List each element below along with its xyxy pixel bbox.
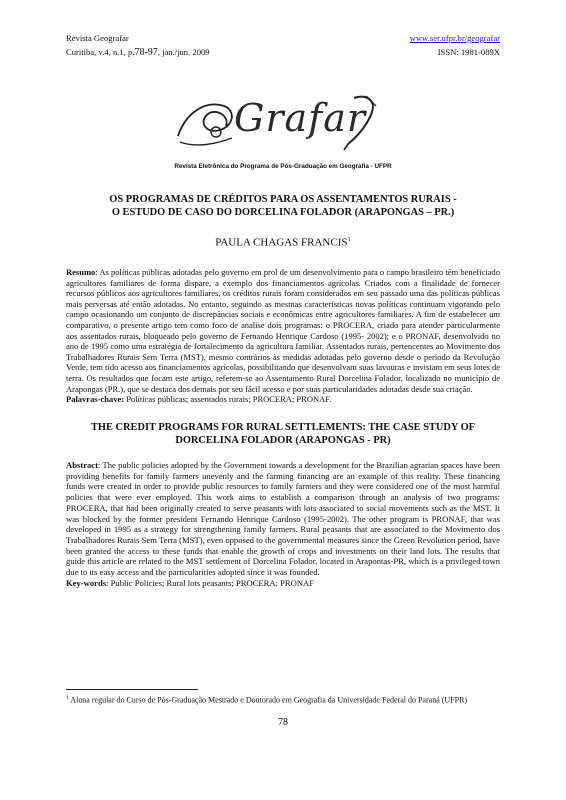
- footnote-mark: 1: [347, 236, 351, 243]
- footnote: $^1$ Aluna regular do Curso de Pós-Graduação Mestrado e Doutorado em Geografia da Universidade Federal do Paraná (UFPR): [66, 695, 468, 705]
- journal-subtitle: Revista Eletrônica do Programa de Pós-Graduação em Geografia - UFPR: [174, 163, 392, 170]
- palavras-chave-text: Políticas públicas; assentados rurais; PROCERA; PRONAF.: [124, 394, 332, 405]
- running-header: [66, 31, 500, 60]
- key-words-text: : Public Policies; Rural lots peasants; PROCERA; PRONAF: [106, 577, 315, 588]
- abstract-label: Abstract: [66, 460, 98, 470]
- geografar-logo: [176, 92, 390, 152]
- author-name: PAULA CHAGAS FRANCIS$^1$: [215, 236, 351, 249]
- resumo-label: Resumo: [66, 267, 96, 277]
- article-title-pt: OS PROGRAMAS DE CRÉDITOS PARA OS ASSENTAMENTOS RURAIS - O ESTUDO DE CASO DO DORCELINA FOLADOR (ARAPONGAS – PR.): [109, 194, 457, 218]
- issn: ISSN: 1981-089X: [437, 47, 500, 57]
- page-number: 78: [278, 717, 288, 728]
- footnote-divider: [66, 689, 198, 690]
- logo-wordmark: Grafar: [234, 96, 367, 140]
- article-title-en: THE CREDIT PROGRAMS FOR RURAL SETTLEMENTS: THE CASE STUDY OF DORCELINA FOLADOR (ARAPONGAS - PR): [90, 422, 476, 446]
- journal-url-link[interactable]: www.ser.ufpr.br/geografar: [409, 33, 500, 43]
- key-words-label: Key-words: [66, 577, 107, 588]
- abstract-text: : The public policies adopted by the Government towards a development for the Brazilian agrarian spaces have been providing benefits for family farmers unevenly and the farming financing are an example of this reality. These financing funds were created in order to provide public resources to family farmers and they were considered one of the most harmful policies that were ever employed. This work aims to establish a comparison through an analysis of two programs: PROCERA, that had been originally created to serve peasants with lots associated to social movements such as the MST. It was blocked by the former president Fernando Henrique Cardoso (1995-2002). The other program is PRONAF, that was developed in 1995 as a strategy for strengthening family farmers. Rural peasants that are associated to the Movimento dos Trabalhadores Rurais Sem Terra (MST), even opposed to the governmental measures since the Green Revolution period, have been granted the access to these funds that enable the growth of crops and investments on their land lots. The results that guide this article are related to the MST settlement of Dorcelina Folador, located in Arapontas-PR, which is a privileged town due to its easy access and the particularities adopted since it was founded.: [66, 460, 500, 578]
- resumo-text: : As políticas públicas adotadas pelo governo em prol de um desenvolvimento para o campo brasileiro têm beneficiado agricultores familiares de forma dispare, a exemplo dos financiamentos agrícolas. Criados com a finalidade de fornecer recursos públicos aos agricultores familiares, os créditos rurais foram considerados em seu passado uma das políticas públicas mais perversas até então adotadas. No entanto, seguindo as mesmas características novas políticas continuam vigorando pelo campo ocasionando um conjunto de discrepâncias sociais e econômicas entre agricultores familiares. A fim de estabelecer um comparativo, o presente artigo tem como foco de analise dois programas: o PROCERA, criado para atender particularmente aos assentados rurais, bloqueado pelo governo de Fernando Henrique Cardoso (1995- 2002); e o PRONAF, desenvolvido no ano de 1995 como uma estratégia de fortalecimento da agricultura familiar. Assentados rurais, pertencentes ao Movimento dos Trabalhadores Rurais Sem Terra (MST), mesmo contrários às medidas adotadas pelo governo desde o período da Revolução Verde, tem tido acesso aos financiamentos agrícolas, possibilitando que desenvolvam suas lavouras e invistam em seus lotes de terra. Os resultados que focam este artigo, referem-se ao Assentamento Rural Dorcelina Folador, localizado no município de Arapongas (PR.), que se destaca dos demais por seu fácil acesso e por suas particularidades adotadas desde sua criação.: [66, 267, 500, 394]
- citation: Curitiba, v.4, n.1, p.78-97, jan./jun. 2009: [66, 47, 210, 58]
- journal-name: Revista Geografar: [66, 33, 129, 43]
- abstract-block: [66, 460, 500, 588]
- page-range: 78-97: [134, 47, 158, 58]
- palavras-chave-label: Palavras-chave:: [66, 394, 125, 405]
- resumo-block: [66, 267, 500, 405]
